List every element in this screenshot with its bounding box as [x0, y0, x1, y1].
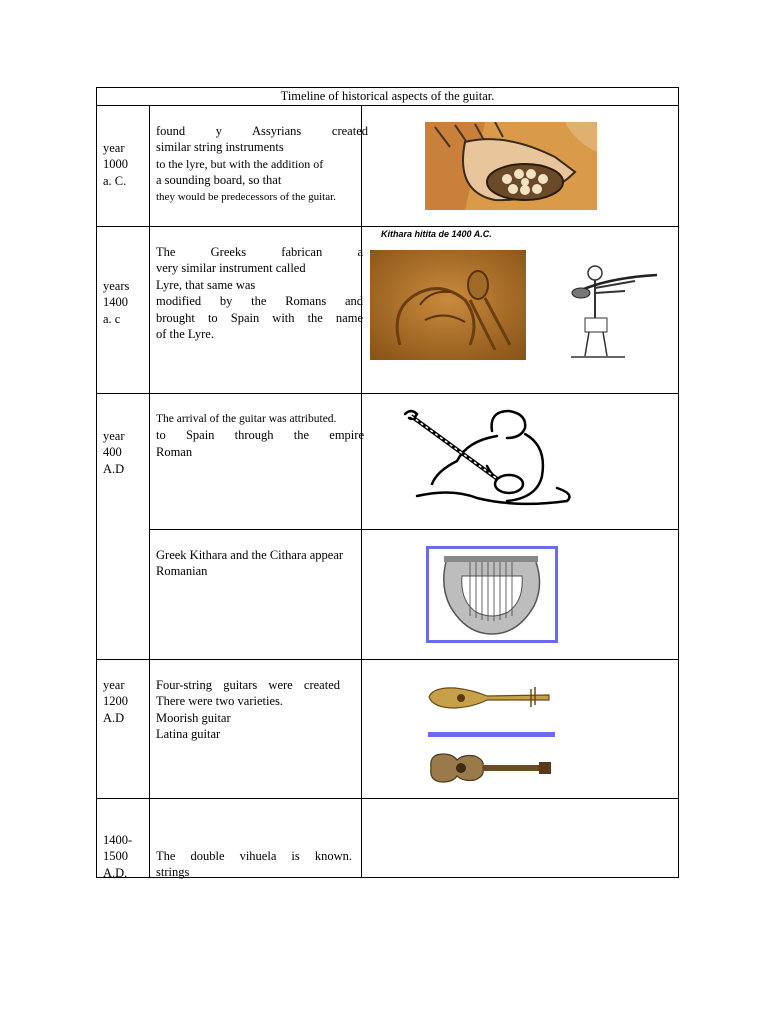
- text-line: brought to Spain with the name: [156, 310, 363, 325]
- year-line: 400: [103, 445, 122, 460]
- row-divider: [97, 393, 678, 394]
- row-text: [156, 848, 352, 881]
- row-divider: [97, 798, 678, 799]
- text-line: The arrival of the guitar was attributed.: [156, 413, 337, 425]
- text-line: very similar instrument called: [156, 261, 306, 276]
- row-divider: [97, 226, 678, 227]
- year-line: 1400-: [103, 833, 133, 847]
- assyrian-lyre-image: [425, 122, 597, 210]
- text-line: found y Assyrians created: [156, 124, 368, 138]
- text-line: Moorish guitar: [156, 710, 231, 725]
- year-label: [103, 832, 147, 881]
- year-line: A.D: [103, 710, 125, 725]
- text-line: There were two varieties.: [156, 694, 284, 709]
- row-text: [156, 123, 368, 205]
- row-text: [156, 547, 368, 580]
- figure-with-guitar-drawing: [397, 406, 582, 511]
- text-line: Latina guitar: [156, 727, 221, 742]
- text-line: Lyre, that same was: [156, 277, 256, 292]
- text-line: The double vihuela is known.: [156, 849, 352, 863]
- year-line: a. C.: [103, 173, 127, 188]
- kithara-relief-image: [370, 250, 526, 360]
- column-divider: [361, 105, 362, 877]
- year-line: a. c: [103, 311, 121, 326]
- column-divider: [149, 105, 150, 877]
- text-line: Romanian: [156, 564, 208, 579]
- text-line: of the Lyre.: [156, 327, 214, 342]
- row-text: [156, 677, 340, 743]
- year-line: year: [103, 678, 125, 692]
- year-line: year: [103, 429, 125, 443]
- row-divider: [149, 529, 678, 530]
- text-line: modified by the Romans and: [156, 294, 363, 309]
- year-line: 1200: [103, 694, 128, 709]
- text-line: The Greeks fabrican a: [156, 245, 363, 259]
- year-line: years: [103, 279, 130, 293]
- text-line: to the lyre, but with the addition of: [156, 156, 324, 171]
- hittite-figure-image: [565, 263, 661, 359]
- text-line: to Spain through the empire: [156, 428, 364, 443]
- text-line: they would be predecessors of the guitar.: [156, 190, 336, 203]
- year-label: [103, 428, 147, 477]
- row-text: [156, 411, 364, 460]
- blue-divider-bar: [428, 732, 555, 737]
- year-line: 1500: [103, 849, 128, 864]
- table-title: Timeline of historical aspects of the guitar.: [280, 89, 495, 103]
- year-line: 1000: [103, 157, 128, 172]
- latina-guitar-image: [427, 748, 553, 788]
- year-line: 1400: [103, 295, 128, 310]
- text-line: Greek Kithara and the Cithara appear: [156, 548, 344, 562]
- year-line: A.D.: [103, 865, 128, 880]
- row-text: [156, 244, 363, 342]
- text-line: a sounding board, so that: [156, 173, 282, 188]
- text-line: similar string instruments: [156, 140, 284, 155]
- timeline-table: [96, 87, 679, 878]
- moorish-guitar-image: [427, 685, 553, 711]
- text-line: Four-string guitars were created: [156, 678, 340, 692]
- year-label: [103, 278, 147, 327]
- text-line: strings: [156, 865, 190, 880]
- row-divider: [97, 659, 678, 660]
- year-label: [103, 140, 147, 189]
- row-divider: [97, 105, 678, 106]
- year-line: A.D: [103, 461, 125, 476]
- year-line: year: [103, 141, 125, 155]
- roman-cithara-image: [426, 546, 558, 643]
- year-label: [103, 677, 147, 726]
- image-caption: Kithara hitita de 1400 A.C.: [381, 229, 492, 239]
- text-line: Roman: [156, 444, 193, 459]
